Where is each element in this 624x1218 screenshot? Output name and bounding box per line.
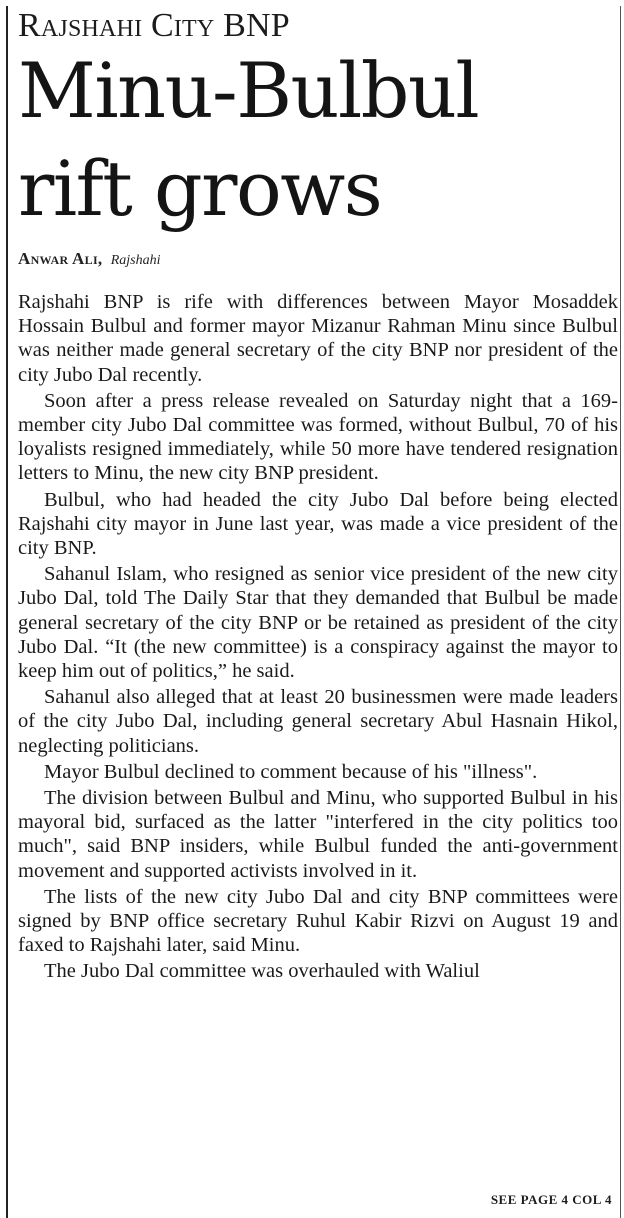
article-body — [18, 290, 618, 984]
paragraph: Bulbul, who had headed the city Jubo Dal before being elected Rajshahi city mayor in June last year, was made a vice president of the city BNP. — [18, 488, 618, 560]
kicker: Rajshahi City BNP — [18, 7, 290, 44]
paragraph: Mayor Bulbul declined to comment because of his "illness". — [44, 760, 538, 783]
newspaper-clipping — [0, 6, 624, 1218]
paragraph: The Jubo Dal committee was overhauled with Waliul — [44, 960, 480, 983]
paragraph: Sahanul Islam, who resigned as senior vice president of the new city Jubo Dal, told The Daily Star that they demanded that Bulbul be made general secretary of the city BNP or be retained as president of the city Jubo Dal. “It (the new committee) is a conspiracy against the mayor to keep him out of politics,” he said. — [18, 563, 618, 683]
headline-line-1: Minu-Bulbul — [18, 46, 479, 135]
paragraph: Soon after a press release revealed on Saturday night that a 169-member city Jubo Dal committee was formed, without Bulbul, 70 of his loyalists resigned immediately, while 50 more have tendered resignation letters to Minu, the new city BNP president. — [18, 389, 618, 485]
headline — [18, 42, 618, 238]
paragraph: The division between Bulbul and Minu, who supported Bulbul in his mayoral bid, surfaced as the latter "interfered in the city politics too much", said BNP insiders, while Bulbul funded the anti-government movement and supported activists involved in it. — [18, 787, 618, 882]
jump-line: SEE PAGE 4 COL 4 — [490, 1192, 612, 1207]
byline-author: Anwar Ali, — [18, 249, 103, 268]
paragraph: The lists of the new city Jubo Dal and city BNP committees were signed by BNP office secretary Ruhul Kabir Rizvi on August 19 and faxed to Rajshahi later, said Minu. — [18, 885, 618, 957]
byline-place: Rajshahi — [110, 253, 161, 268]
left-column-rule — [6, 6, 8, 1218]
paragraph: Sahanul also alleged that at least 20 businessmen were made leaders of the city Jubo Dal, including general secretary Abul Hasnain Hikol, neglecting politicians. — [18, 686, 618, 757]
byline — [18, 248, 618, 272]
right-column-rule — [620, 6, 621, 1218]
headline-line-2: rift grows — [18, 144, 382, 233]
paragraph: Rajshahi BNP is rife with differences between Mayor Mosaddek Hossain Bulbul and former mayor Mizanur Rahman Minu since Bulbul was neither made general secretary of the city BNP nor president of the city Jubo Dal recently. — [18, 291, 618, 386]
